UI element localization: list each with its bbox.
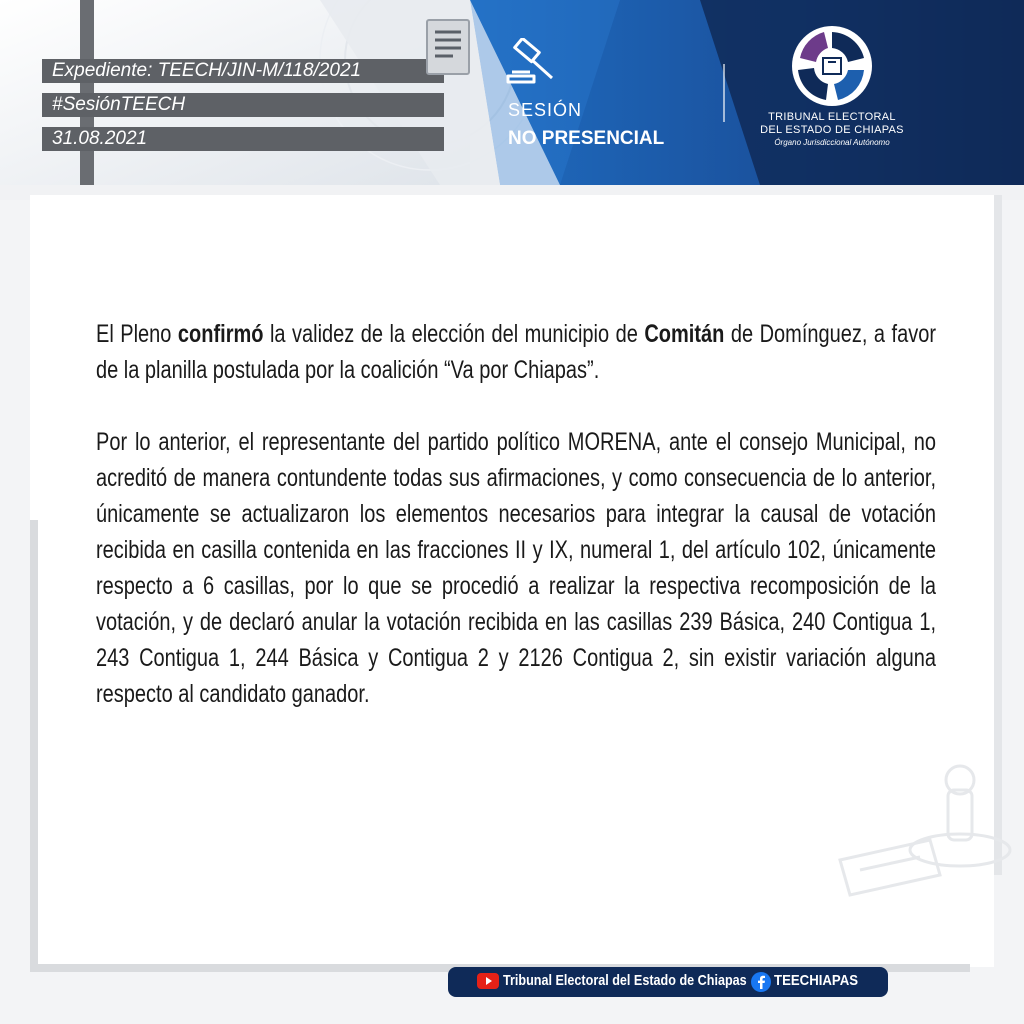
facebook-icon[interactable] xyxy=(750,971,772,993)
p1-text-3: de Domínguez, a favor de la planilla postulada por la coalición “Va por Chiapas”. xyxy=(96,320,936,384)
org-name-line3: Órgano Jurisdiccional Autónomo xyxy=(774,138,890,147)
youtube-icon[interactable] xyxy=(477,973,499,989)
paragraph-1 xyxy=(96,316,936,388)
p1-bold-confirmo: confirmó xyxy=(177,320,264,348)
expediente-label: Expediente: TEECH/JIN-M/118/2021 xyxy=(42,59,444,83)
facebook-page-link[interactable]: TEECHIAPAS xyxy=(774,972,859,989)
organization-name xyxy=(752,111,912,148)
document-icon xyxy=(425,18,473,78)
org-name-line2: DEL ESTADO DE CHIAPAS xyxy=(760,124,904,136)
stamp-watermark-icon xyxy=(820,700,1020,900)
card-shadow-left xyxy=(30,520,38,970)
org-name-line1: TRIBUNAL ELECTORAL xyxy=(768,111,896,123)
date-label: 31.08.2021 xyxy=(42,127,444,151)
session-label-line2: NO PRESENCIAL xyxy=(508,128,665,149)
p1-text-1: El Pleno xyxy=(96,320,178,348)
body-text xyxy=(96,316,936,712)
teech-logo xyxy=(790,24,874,108)
hashtag-label: #SesiónTEECH xyxy=(42,93,444,117)
p1-bold-comitan: Comitán xyxy=(644,320,725,348)
gavel-icon xyxy=(506,38,560,88)
session-label-line1: SESIÓN xyxy=(508,100,583,120)
youtube-channel-link[interactable]: Tribunal Electoral del Estado de Chiapas xyxy=(503,972,747,989)
p1-text-2: la validez de la elección del municipio de xyxy=(263,320,645,348)
paragraph-2: Por lo anterior, el representante del partido político MORENA, ante el consejo Municipal, no acreditó de manera contundente todas sus afirmaciones, y como consecuencia de lo anterior, únicamente se actualizaron los elementos necesarios para integrar la causal de votación recibida en casilla contenida en las fracciones II y IX, numeral 1, del artículo 102, únicamente respecto a 6 casillas, por lo que se procedió a realizar la respectiva recomposición de la votación, y de declaró anular la votación recibida en las casillas 239 Básica, 240 Contigua 1, 243 Contigua 1, 244 Básica y Contigua 2 y 2126 Contigua 2, sin existir variación alguna respecto al candidato ganador. xyxy=(96,428,936,708)
